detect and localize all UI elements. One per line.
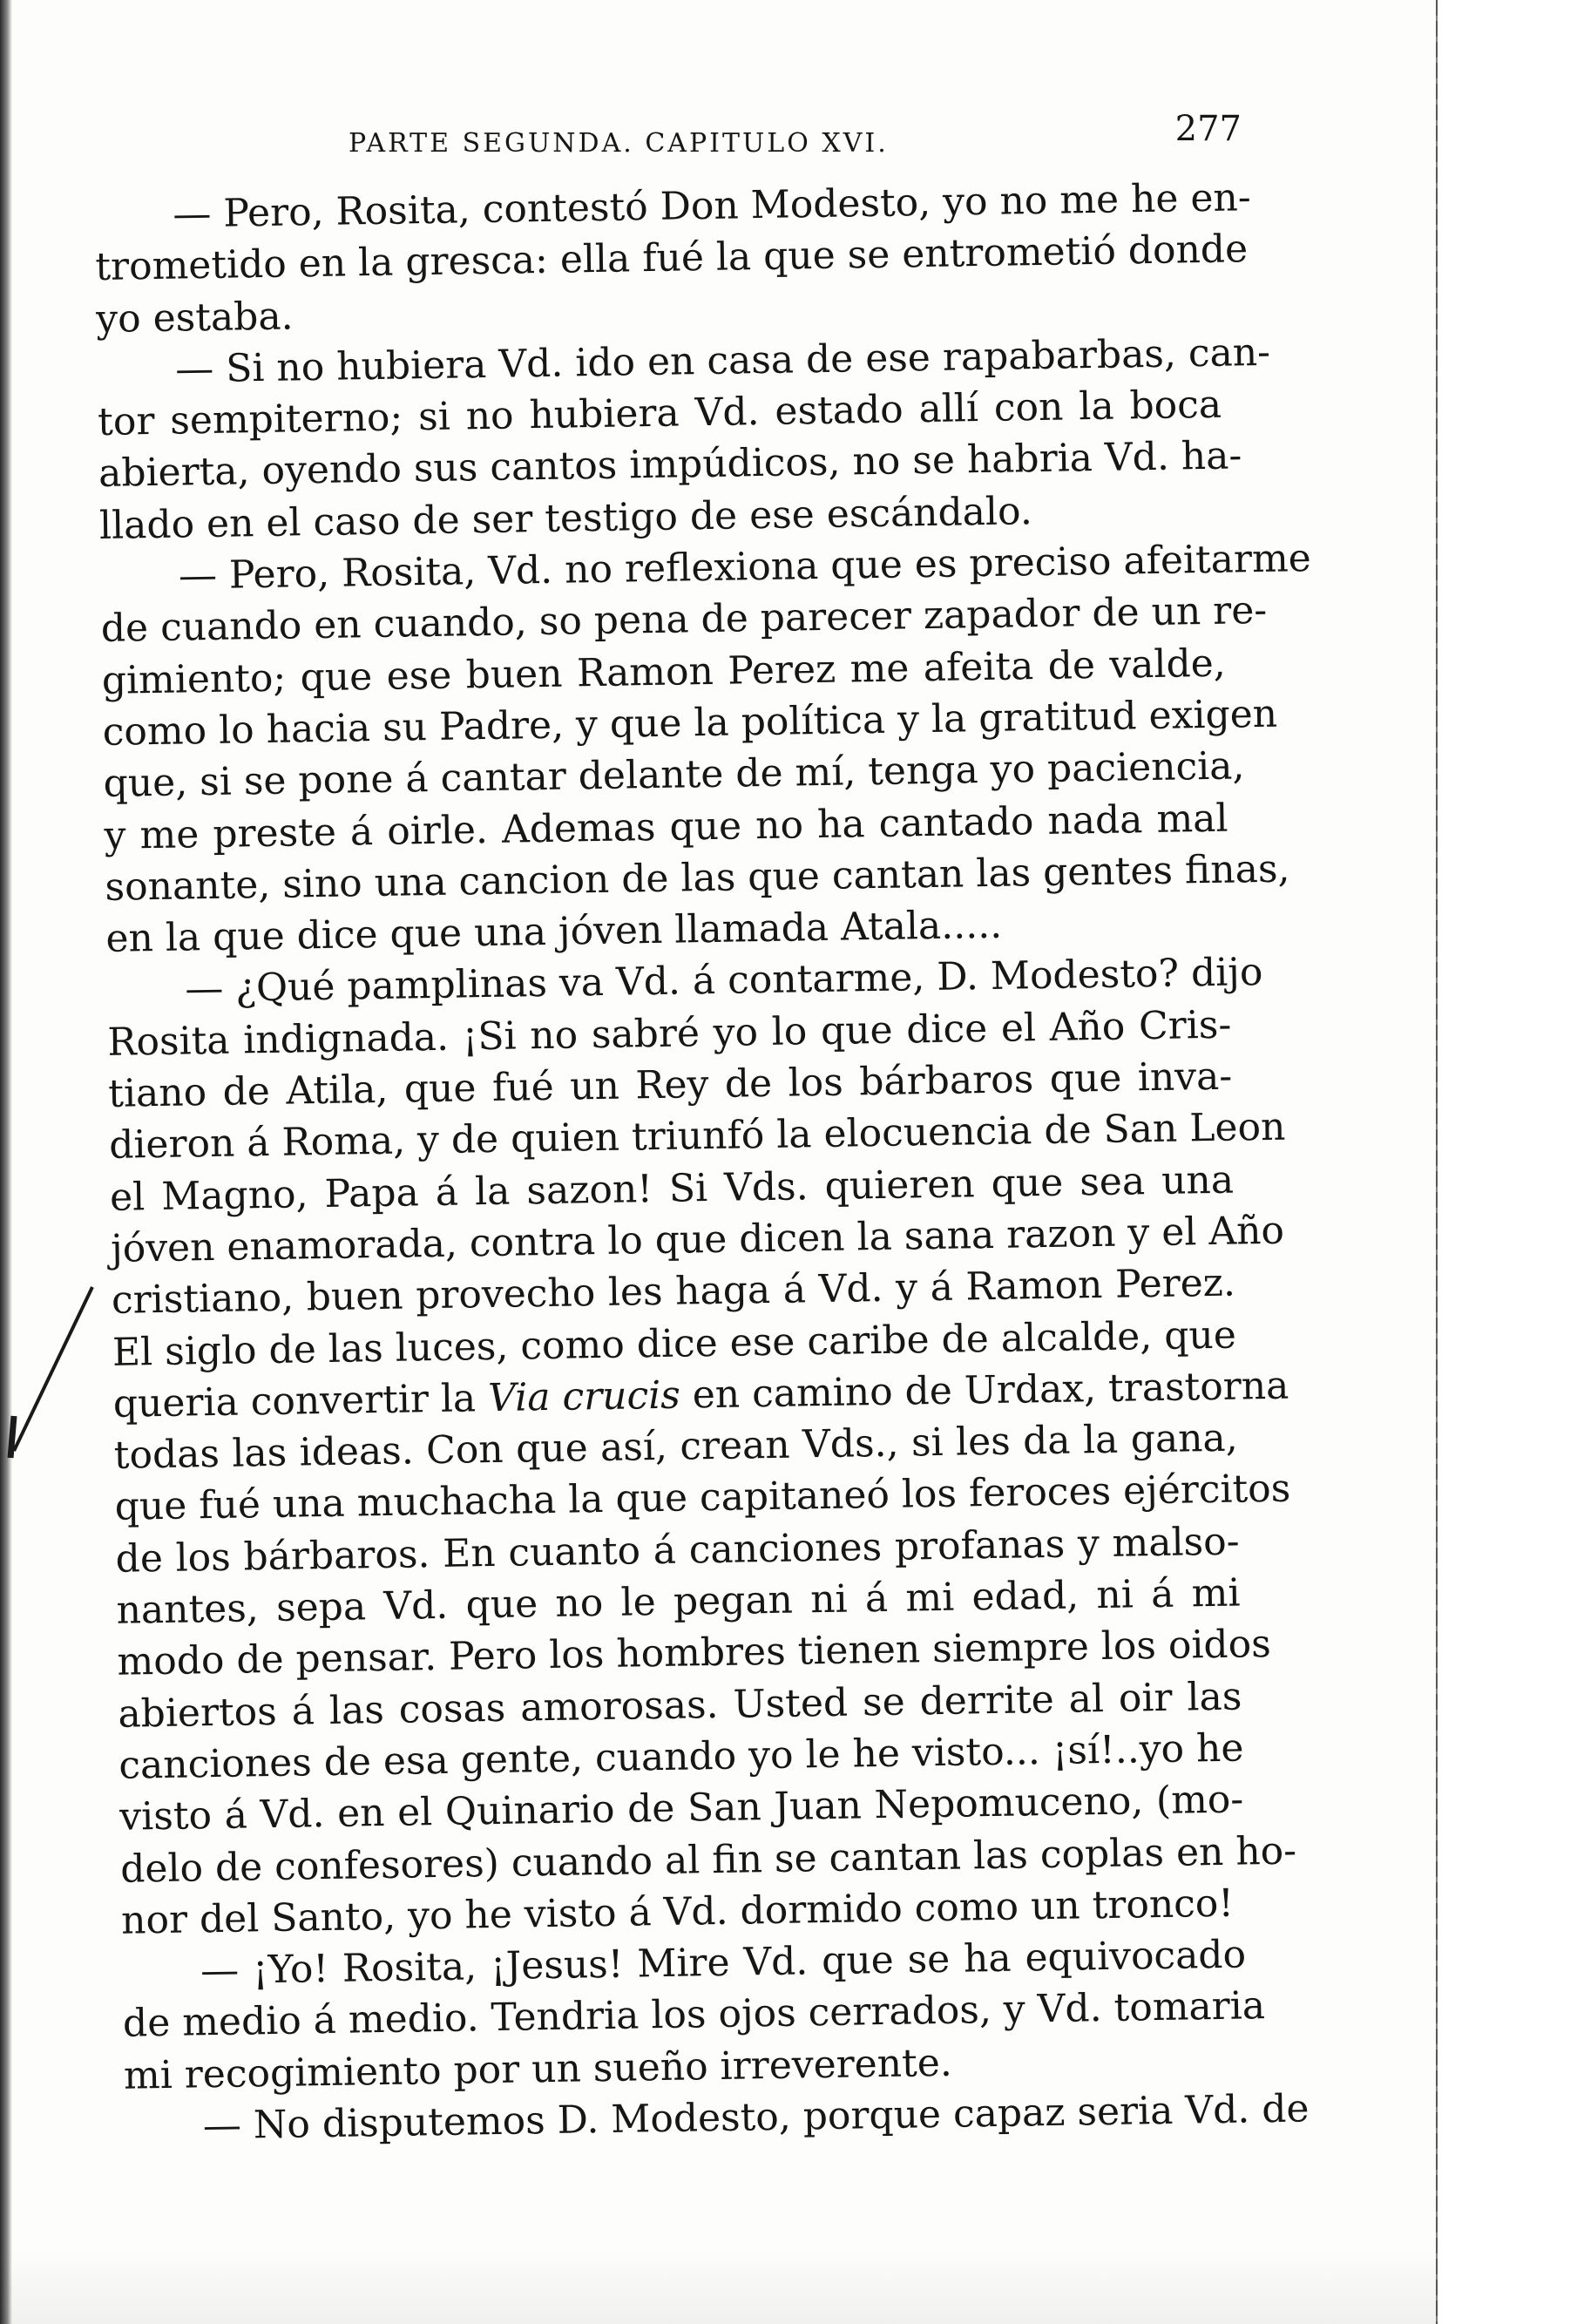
text-line: canciones de esa gente, cuando yo le he visto... ¡sí!..yo he: [118, 1725, 1244, 1788]
text-line: el Magno, Papa á la sazon! Si Vds. quieren que sea una: [109, 1157, 1235, 1220]
text-line: Rosita indignada. ¡Si no sabré yo lo que dice el Año Cris-: [106, 1002, 1232, 1065]
text-line: delo de confesores) cuando al fin se cantan las coplas en ho-: [119, 1828, 1297, 1892]
text-line: modo de pensar. Pero los hombres tienen siempre los oidos: [117, 1622, 1272, 1685]
text-line: dieron á Roma, y de quien triunfó la elocuencia de San Leon: [108, 1105, 1286, 1169]
text-line: El siglo de las luces, como dice ese caribe de alcalde, que: [112, 1312, 1237, 1375]
page-number: 277: [1174, 109, 1242, 149]
text-line: — Pero, Rosita, contestó Don Modesto, yo no me he en-: [173, 175, 1252, 237]
text-line: — ¿Qué pamplinas va Vd. á contarme, D. Modesto? dijo: [185, 950, 1263, 1012]
text-line: de los bárbaros. En cuanto á canciones profanas y malso-: [115, 1519, 1240, 1582]
text-line: — ¡Yo! Rosita, ¡Jesus! Mire Vd. que se ha equivocado: [200, 1932, 1247, 1994]
text-line: nantes, sepa Vd. que no le pegan ni á mi edad, ni á mi: [116, 1570, 1241, 1633]
text-line: llado en el caso de ser testigo de ese escándalo.: [98, 488, 1033, 548]
running-head: PARTE SEGUNDA. CAPITULO XVI.: [349, 128, 889, 159]
italic-phrase: Via crucis: [487, 1372, 681, 1420]
text-line: — Pero, Rosita, Vd. no reflexiona que es preciso afeitarme: [178, 536, 1312, 599]
text-line: todas las ideas. Con que así, crean Vds., si les da la gana,: [113, 1415, 1239, 1478]
text-line: gimiento; que ese buen Ramon Perez me afeita de valde,: [101, 640, 1227, 703]
text-line: cristiano, buen provecho les haga á Vd. y á Ramon Perez.: [111, 1260, 1236, 1324]
margin-pencil-mark: [7, 1285, 94, 1460]
text-line: abierta, oyendo sus cantos impúdicos, no se habria Vd. ha-: [98, 433, 1242, 497]
text-line: de medio á medio. Tendria los ojos cerrados, y Vd. tomaria: [122, 1983, 1266, 2047]
text-line: que, si se pone á cantar delante de mí, tenga yo paciencia,: [103, 743, 1245, 807]
text-line: jóven enamorada, contra lo que dicen la sana razon y el Año: [110, 1208, 1285, 1271]
text-line: mi recogimiento por un sueño irreverente.: [123, 2040, 953, 2098]
text-line: abiertos á las cosas amorosas. Usted se derrite al oir las: [118, 1674, 1242, 1737]
text-line: y me preste á oirle. Ademas que no ha cantado nada mal: [104, 796, 1228, 858]
text-line: yo estaba.: [95, 294, 294, 342]
page-bottom-shade: [0, 2248, 1438, 2324]
text-line: de cuando en cuando, so pena de parecer zapador de un re-: [100, 588, 1268, 652]
text-line: tor sempiterno; si no hubiera Vd. estado allí con la boca: [97, 382, 1222, 445]
text-line: como lo hacia su Padre, y que la política y la gratitud exigen: [102, 691, 1278, 755]
body-text: [94, 173, 1312, 2220]
text-line: — Si no hubiera Vd. ido en casa de ese rapabarbas, can-: [174, 329, 1271, 392]
text-line: queria convertir la Via crucis en camino de Urdax, trastorna: [112, 1363, 1289, 1426]
text-line: — No disputemos D. Modesto, porque capaz seria Vd. de: [202, 2086, 1310, 2149]
text-line: que fué una muchacha la que capitaneó los feroces ejércitos: [114, 1467, 1291, 1530]
page-left-shadow: [0, 0, 12, 2324]
text-line: visto á Vd. en el Quinario de San Juan Nepomuceno, (mo-: [118, 1777, 1244, 1840]
text-line: trometido en la gresca: ella fué la que se entrometió donde: [94, 227, 1249, 290]
scan-margin: [1438, 0, 1577, 2324]
text-line: en la que dice que una jóven llamada Atala.....: [105, 902, 1003, 962]
text-line: nor del Santo, yo he visto á Vd. dormido como un tronco!: [120, 1880, 1235, 1943]
text-line: tiano de Atila, que fué un Rey de los bárbaros que inva-: [107, 1054, 1233, 1116]
text-line: sonante, sino una cancion de las que cantan las gentes finas,: [105, 846, 1290, 910]
